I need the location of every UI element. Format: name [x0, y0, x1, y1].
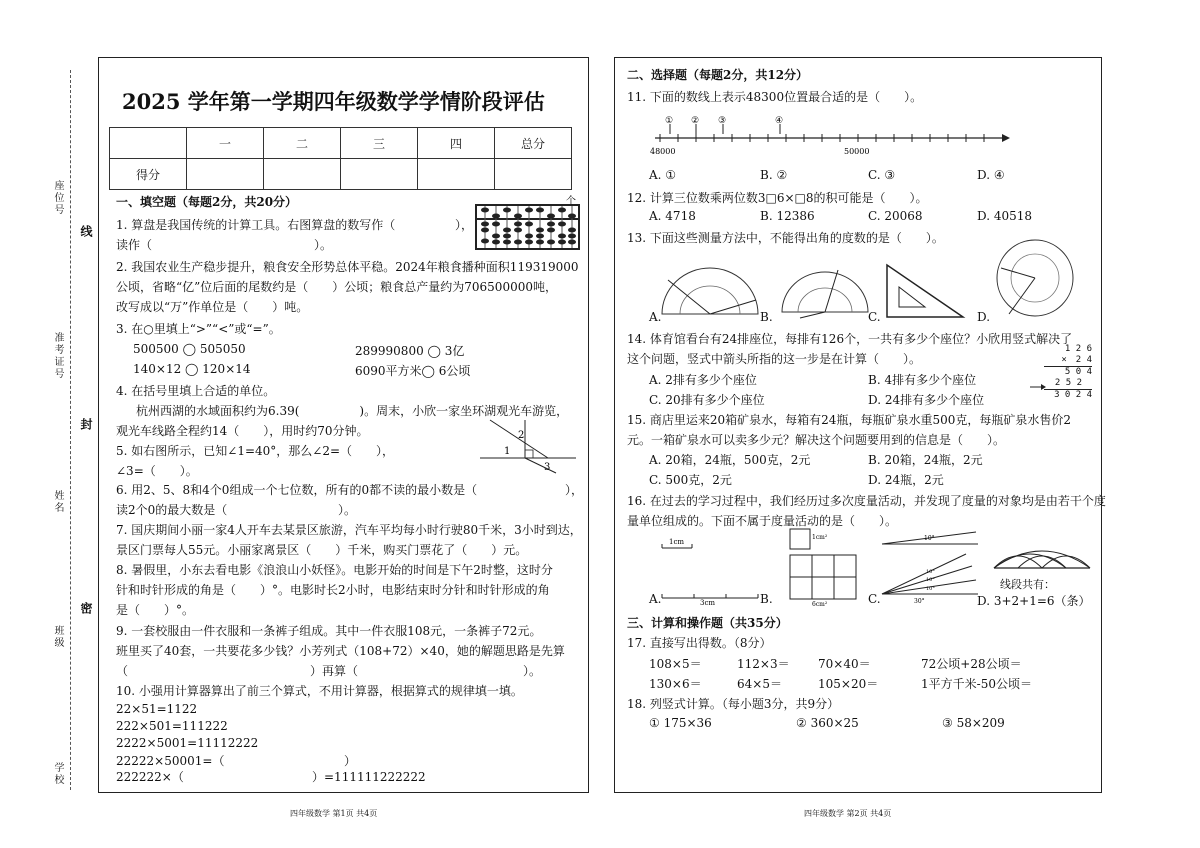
- q9-line1: 9. 一套校服由一件衣服和一条裤子组成。其中一件衣服108元，一条裤子72元。: [116, 624, 542, 638]
- q2-line2: 公顷，省略“亿”位后面的尾数约是（ ）公顷；粮食总产量约为706500000吨，: [116, 280, 557, 294]
- q14-option[interactable]: D. 24排有多少个座位: [868, 393, 985, 407]
- mark-seal: 封: [79, 418, 93, 432]
- q1-line2: 读作（: [116, 238, 153, 252]
- numline-marker: ③: [718, 116, 727, 126]
- q4-line1: 4. 在括号里填上合适的单位。: [116, 384, 276, 398]
- q6-line2-end: ）。: [338, 503, 357, 517]
- unit-label: 6cm²: [812, 601, 828, 608]
- q6-line1: 6. 用2、5、8和4个0组成一个七位数，所有的0都不读的最小数是（: [116, 483, 478, 497]
- q12-option[interactable]: D. 40518: [977, 209, 1032, 223]
- q18-item: ① 175×36: [649, 716, 712, 730]
- unit-label: 10°: [926, 586, 935, 592]
- q16-option[interactable]: D. 3+2+1=6（条）: [977, 594, 1091, 608]
- q1-line2-end: ）。: [314, 238, 333, 252]
- q14-line2: 这个问题，竖式中箭头所指的这一步是在计算（ ）。: [627, 352, 922, 366]
- unit-label: 3cm: [700, 599, 716, 607]
- calc-line: 3 0 2 4: [1054, 390, 1092, 400]
- q5-line2: ∠3=（ ）。: [116, 464, 198, 478]
- q4-line2: 杭州西湖的水域面积约为6.39( )。周末，小欣一家坐环湖观光车游览，: [136, 404, 569, 418]
- page-1-footer: 四年级数学 第1页 共4页: [290, 809, 378, 818]
- q9-line3b: ）再算（: [310, 664, 359, 678]
- angle-label: 2: [518, 430, 525, 441]
- q8-line1: 8. 暑假里，小东去看电影《浪浪山小妖怪》。电影开始的时间是下午2时整，这时分: [116, 563, 553, 577]
- q1-line1-end: ），: [455, 218, 474, 232]
- q10-line-end: ）: [344, 754, 357, 768]
- score-cell[interactable]: [187, 159, 264, 190]
- set-square-c: [885, 263, 965, 319]
- section-1-heading: 一、填空题（每题2分，共20分）: [116, 195, 298, 209]
- q17-item: 130×6＝: [649, 677, 702, 691]
- q6-line1-end: ），: [565, 483, 584, 497]
- numline-marker: ②: [691, 116, 700, 126]
- score-cell[interactable]: [418, 159, 495, 190]
- q3-item: 140×12 ◯ 120×14: [133, 362, 251, 376]
- score-header-total: 总分: [495, 128, 572, 159]
- numline-marker: ①: [665, 116, 674, 126]
- q11-prompt: 11. 下面的数线上表示48300位置最合适的是（ ）。: [627, 90, 923, 104]
- q15-line2: 元。一箱矿泉水可以卖多少元？解决这个问题要用到的信息是（ ）。: [627, 433, 1006, 447]
- q14-option[interactable]: C. 20排有多少个座位: [649, 393, 765, 407]
- q1-line1: 1. 算盘是我国传统的计算工具。右图算盘的数写作（: [116, 218, 396, 232]
- numline-marker: ④: [775, 116, 784, 126]
- q13-prompt: 13. 下面这些测量方法中，不能得出角的度数的是（ ）。: [627, 231, 944, 245]
- calc-line: 1 2 6: [1064, 344, 1092, 354]
- q15-line1: 15. 商店里运来20箱矿泉水，每箱有24瓶，每瓶矿泉水重500克，每瓶矿泉水售价2: [627, 413, 1071, 427]
- q3-prompt: 3. 在○里填上“>”“<”或“=”。: [116, 322, 281, 336]
- angle-diagram: [478, 418, 578, 476]
- protractor-b: [780, 268, 870, 320]
- q16-line2: 量单位组成的。下面不属于度量活动的是（ ）。: [627, 514, 898, 528]
- segment-count-label: 线段共有：: [1000, 578, 1055, 591]
- q13-option[interactable]: B.: [760, 310, 773, 324]
- q7-line1: 7. 国庆期间小丽一家4人开车去某景区旅游，汽车平均每小时行驶80千米，3小时到达，: [116, 523, 582, 537]
- q10-line-end: ）=111111222222: [312, 770, 426, 784]
- mark-secret: 密: [79, 602, 93, 616]
- q12-option[interactable]: B. 12386: [760, 209, 815, 223]
- q18-item: ③ 58×209: [942, 716, 1005, 730]
- vertical-multiplication: [1044, 344, 1092, 401]
- class-label: 班级: [52, 625, 63, 649]
- score-cell[interactable]: [495, 159, 572, 190]
- unit-label: 1cm²: [812, 534, 828, 541]
- q10-line: 22×51=1122: [116, 702, 198, 716]
- seat-label: 座位号: [52, 180, 63, 216]
- abacus-place-label: 个: [566, 196, 576, 207]
- q13-option[interactable]: D.: [977, 310, 991, 324]
- angle-label: 1: [504, 446, 511, 457]
- unit-label: 10°: [926, 569, 935, 575]
- q17-item: 112×3＝: [737, 657, 790, 671]
- q10-line: 22222×50001=（: [116, 754, 225, 768]
- q9-line3c: ）。: [523, 664, 542, 678]
- q18-prompt: 18. 列竖式计算。（每小题3分，共9分）: [627, 697, 840, 711]
- protractor-d: [995, 238, 1075, 318]
- unit-label: 10°: [926, 577, 935, 583]
- q14-line1: 14. 体育馆看台有24排座位，每排有126个，一共有多少个座位？小欣用竖式解决了: [627, 332, 1073, 346]
- segment-count-d: [992, 542, 1092, 572]
- q15-option[interactable]: A. 20箱，24瓶，500克，2元: [649, 453, 811, 467]
- q12-prompt: 12. 计算三位数乘两位数3□6×□8的积可能是（ ）。: [627, 191, 928, 205]
- q18-item: ② 360×25: [796, 716, 859, 730]
- q4-line3: 观光车线路全程约14（ ），用时约70分钟。: [116, 424, 369, 438]
- q17-item: 105×20＝: [818, 677, 879, 691]
- admission-label: 准考证号: [52, 332, 63, 380]
- q17-prompt: 17. 直接写出得数。（8分）: [627, 636, 772, 650]
- q16-line1: 16. 在过去的学习过程中，我们经历过多次度量活动，并发现了度量的对象均是由若干个度: [627, 494, 1106, 508]
- page-title: 2025 学年第一学期四年级数学学情阶段评估: [122, 89, 545, 114]
- protractor-a: [660, 268, 760, 318]
- score-header-3: 三: [341, 128, 418, 159]
- q16-option[interactable]: B.: [760, 592, 773, 606]
- q17-item: 72公顷+28公顷＝: [921, 657, 1022, 671]
- q8-line3: 是（ ）°。: [116, 603, 195, 617]
- q7-line2: 景区门票每人55元。小丽家离景区（ ）千米，购买门票花了（ ）元。: [116, 543, 528, 557]
- q17-item: 64×5＝: [737, 677, 782, 691]
- score-header-1: 一: [187, 128, 264, 159]
- q11-option[interactable]: A. ①: [649, 168, 677, 182]
- score-table: [109, 127, 572, 190]
- binding-line: [70, 70, 71, 790]
- score-cell[interactable]: [341, 159, 418, 190]
- q12-option[interactable]: C. 20068: [868, 209, 923, 223]
- q11-option[interactable]: B. ②: [760, 168, 788, 182]
- angle-label: 3: [544, 462, 551, 473]
- q10-line: 2222×5001=11112222: [116, 736, 259, 750]
- area-measure-b: [788, 527, 858, 607]
- q17-item: 70×40＝: [818, 657, 871, 671]
- score-header-4: 四: [418, 128, 495, 159]
- q14-option[interactable]: A. 2排有多少个座位: [649, 373, 757, 387]
- calc-arrow: [1030, 382, 1046, 392]
- score-header-blank: [110, 128, 187, 159]
- q2-line3: 改写成以“万”作单位是（ ）吨。: [116, 300, 309, 314]
- q11-option[interactable]: D. ④: [977, 168, 1005, 182]
- q10-prompt: 10. 小强用计算器算出了前三个算式，不用计算器，根据算式的规律填一填。: [116, 684, 523, 698]
- q13-option[interactable]: C.: [868, 310, 881, 324]
- unit-label: 10°: [924, 535, 935, 542]
- q11-option[interactable]: C. ③: [868, 168, 896, 182]
- name-label: 姓名: [52, 490, 63, 514]
- q15-option[interactable]: C. 500克，2元: [649, 473, 732, 487]
- q17-item: 108×5＝: [649, 657, 702, 671]
- score-row-label: 得分: [110, 159, 187, 190]
- unit-label: 1cm: [669, 538, 685, 546]
- q15-option[interactable]: B. 20箱，24瓶，2元: [868, 453, 983, 467]
- q9-line3a: （: [116, 664, 129, 678]
- q10-line: 222×501=111222: [116, 719, 228, 733]
- page-2-footer: 四年级数学 第2页 共4页: [804, 809, 892, 818]
- score-header-2: 二: [264, 128, 341, 159]
- q3-item: 289990800 ◯ 3亿: [355, 344, 465, 358]
- q14-option[interactable]: B. 4排有多少个座位: [868, 373, 977, 387]
- q6-line2: 读2个0的最大数是（: [116, 503, 228, 517]
- q15-option[interactable]: D. 24瓶，2元: [868, 473, 944, 487]
- q2-line1: 2. 我国农业生产稳步提升，粮食安全形势总体平稳。2024年粮食播种面积119319000: [116, 260, 579, 274]
- school-label: 学校: [52, 762, 63, 786]
- q13-option[interactable]: A.: [649, 310, 662, 324]
- numline-right-label: 50000: [844, 147, 870, 156]
- q5-line1: 5. 如右图所示，已知∠1=40°，那么∠2=（ ），: [116, 444, 395, 458]
- q3-item: 6090平方米◯ 6公顷: [355, 364, 471, 378]
- q8-line2: 针和时针形成的角是（ ）°。电影时长2小时，电影结束时分针和时针形成的角: [116, 583, 550, 597]
- score-cell[interactable]: [264, 159, 341, 190]
- q16-option[interactable]: C.: [868, 592, 881, 606]
- mark-line: 线: [79, 225, 93, 239]
- calc-line: × 2 4: [1044, 355, 1092, 367]
- numline-left-label: 48000: [650, 147, 676, 156]
- q12-option[interactable]: A. 4718: [649, 209, 696, 223]
- section-3-heading: 三、计算和操作题（共35分）: [627, 616, 788, 630]
- section-2-heading: 二、选择题（每题2分，共12分）: [627, 68, 809, 82]
- calc-line: 5 0 4: [1064, 367, 1092, 377]
- ruler-measure-a: [660, 534, 760, 606]
- q10-line: 222222×（: [116, 770, 184, 784]
- q9-line2: 班里买了40套，一共要花多少钱？小芳列式（108+72）×40，她的解题思路是先算: [116, 644, 565, 658]
- q16-option[interactable]: A.: [649, 592, 662, 606]
- abacus-image: [475, 204, 580, 250]
- q3-item: 500500 ◯ 505050: [133, 342, 246, 356]
- number-line: [650, 114, 1010, 158]
- q17-item: 1平方千米-50公顷＝: [921, 677, 1032, 691]
- unit-label: 30°: [914, 598, 925, 605]
- calc-line: 2 5 2: [1044, 378, 1092, 390]
- angle-measure-c: [880, 528, 980, 608]
